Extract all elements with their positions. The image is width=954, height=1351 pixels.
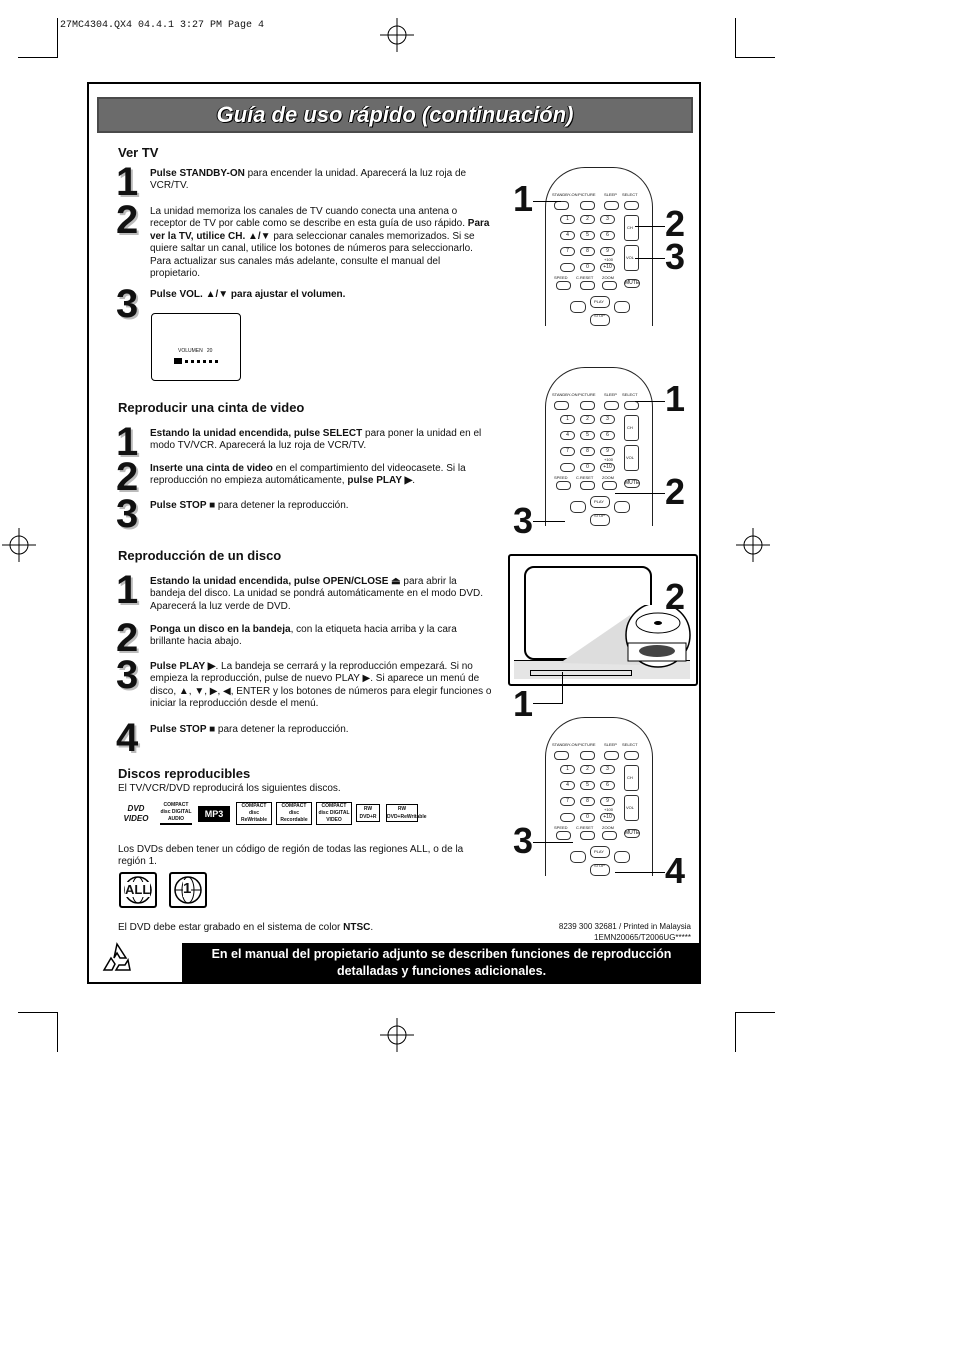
number-key-4[interactable]: 4 bbox=[560, 781, 575, 790]
step-number: 3 bbox=[116, 282, 137, 326]
c-reset-button[interactable] bbox=[580, 481, 595, 490]
vol-label: VOL bbox=[626, 455, 635, 460]
print-header: 27MC4304.QX4 04.4.1 3:27 PM Page 4 bbox=[60, 20, 265, 31]
play-label: PLAY bbox=[594, 499, 604, 504]
callout-number: 3 bbox=[513, 500, 534, 541]
number-key-0[interactable]: 0 bbox=[580, 813, 595, 822]
volume-label: VOLUMEN 20 bbox=[178, 348, 213, 354]
speed-button[interactable] bbox=[556, 281, 571, 290]
heading-ver-tv: Ver TV bbox=[118, 145, 159, 160]
print-code-2: 1EMN20065/T2006UG***** bbox=[594, 933, 691, 942]
callout-leader bbox=[615, 493, 665, 494]
footer-text: En el manual del propietario adjunto se describen funciones de reproducción detalladas y funciones adicionales. bbox=[211, 947, 672, 978]
zoom-button[interactable] bbox=[602, 831, 617, 840]
callout-leader bbox=[562, 672, 563, 704]
callout-number: 4 bbox=[665, 850, 686, 891]
ntsc-text: El DVD debe estar grabado en el sistema de color NTSC. bbox=[118, 922, 374, 933]
zoom-label: ZOOM bbox=[602, 825, 614, 830]
callout-number: 3 bbox=[513, 820, 534, 861]
callout-leader bbox=[533, 703, 563, 704]
number-key-7[interactable]: 7 bbox=[560, 247, 575, 256]
step-number: 3 bbox=[116, 492, 137, 536]
number-key-1[interactable]: 1 bbox=[560, 415, 575, 424]
step-number: 1 bbox=[116, 160, 137, 204]
picture-label: PICTURE bbox=[578, 392, 596, 397]
select-label: SELECT bbox=[622, 742, 638, 747]
logo-mp3: MP3 bbox=[198, 806, 230, 822]
remote-control-3 bbox=[545, 717, 653, 876]
sleep-button[interactable] bbox=[604, 751, 619, 760]
standby-label: STANDBY-ON bbox=[552, 392, 578, 397]
zoom-button[interactable] bbox=[602, 281, 617, 290]
recycle-icon bbox=[98, 940, 136, 978]
sleep-button[interactable] bbox=[604, 201, 619, 210]
region-all-icon bbox=[119, 872, 157, 908]
callout-number: 1 bbox=[513, 178, 534, 219]
callout-leader bbox=[635, 401, 665, 402]
crop-mark bbox=[735, 1012, 736, 1052]
zoom-button[interactable] bbox=[602, 481, 617, 490]
callout-leader bbox=[533, 201, 561, 202]
registration-mark-top bbox=[380, 18, 414, 52]
crop-mark bbox=[735, 18, 736, 58]
number-key-5[interactable]: 5 bbox=[580, 231, 595, 240]
c-reset-button[interactable] bbox=[580, 281, 595, 290]
c-reset-button[interactable] bbox=[580, 831, 595, 840]
picture-button[interactable] bbox=[580, 201, 595, 210]
plus10-key[interactable]: +10 bbox=[600, 813, 615, 822]
number-key-2[interactable]: 2 bbox=[580, 215, 595, 224]
cinta-step2: Inserte una cinta de video en el compartimiento del videocasete. Si la reproducción no empieza automáticamente, pulse PLAY ▶. bbox=[150, 463, 466, 487]
crop-mark bbox=[57, 18, 58, 58]
heading-cinta: Reproducir una cinta de video bbox=[118, 400, 305, 415]
c-reset-label: C.RESET bbox=[576, 475, 594, 480]
region-all-label: ALL bbox=[125, 882, 151, 897]
number-key-0[interactable]: 0 bbox=[580, 263, 595, 272]
logo-cd-r: COMPACT disc Recordable bbox=[276, 802, 312, 825]
callout-number: 3 bbox=[665, 236, 686, 277]
select-label: SELECT bbox=[622, 392, 638, 397]
registration-mark-bottom bbox=[380, 1018, 414, 1052]
vol-label: VOL bbox=[626, 255, 635, 260]
plus100-label: +100 bbox=[604, 807, 614, 812]
sleep-label: SLEEP bbox=[604, 742, 617, 747]
stop-label: STOP bbox=[594, 313, 605, 318]
play-label: PLAY bbox=[594, 299, 604, 304]
plus100-label: +100 bbox=[604, 257, 614, 262]
number-key-9[interactable]: 9 bbox=[600, 447, 615, 456]
stop-label: STOP bbox=[594, 863, 605, 868]
crop-mark bbox=[57, 1012, 58, 1052]
number-key-2[interactable]: 2 bbox=[580, 765, 595, 774]
number-key-8[interactable]: 8 bbox=[580, 797, 595, 806]
callout-leader bbox=[615, 872, 665, 873]
sleep-label: SLEEP bbox=[604, 192, 617, 197]
step-number: 2 bbox=[116, 455, 137, 499]
select-button[interactable] bbox=[624, 401, 639, 410]
pause-key[interactable] bbox=[560, 463, 575, 472]
footer-banner bbox=[182, 943, 701, 984]
picture-button[interactable] bbox=[580, 751, 595, 760]
disco-step3: Pulse PLAY ▶. La bandeja se cerrará y la reproducción empezará. Si no empieza la reproducción, pulse de nuevo PLAY ▶. Si aparece un menú de disco, ▲, ▼, ▶, ◀, ENTER y los botones de números para elegir funciones o iniciar la reproducción desde el menú. bbox=[150, 661, 492, 710]
number-key-9[interactable]: 9 bbox=[600, 247, 615, 256]
number-key-5[interactable]: 5 bbox=[580, 781, 595, 790]
disc-logos bbox=[118, 802, 427, 830]
number-key-4[interactable]: 4 bbox=[560, 231, 575, 240]
crop-mark bbox=[18, 1012, 58, 1013]
picture-label: PICTURE bbox=[578, 742, 596, 747]
select-button[interactable] bbox=[624, 751, 639, 760]
registration-mark-left bbox=[2, 528, 36, 562]
heading-discos: Discos reproducibles bbox=[118, 766, 251, 781]
ch-label: CH bbox=[627, 775, 633, 780]
crop-mark bbox=[18, 57, 58, 58]
vol-label: VOL bbox=[626, 805, 635, 810]
number-key-7[interactable]: 7 bbox=[560, 447, 575, 456]
logo-dvd-video: DVD VIDEO bbox=[123, 804, 149, 823]
callout-number: 1 bbox=[665, 378, 686, 419]
disco-step2: Ponga un disco en la bandeja, con la etiqueta hacia arriba y la cara brillante hacia abajo. bbox=[150, 624, 457, 648]
disco-step4: Pulse STOP ■ para detener la reproducción. bbox=[150, 724, 349, 735]
ver-tv-step3: Pulse VOL. ▲/▼ para ajustar el volumen. bbox=[150, 289, 346, 300]
number-key-1[interactable]: 1 bbox=[560, 215, 575, 224]
volume-screen bbox=[151, 313, 241, 381]
rewind-button[interactable] bbox=[570, 501, 586, 513]
stop-label: STOP bbox=[594, 513, 605, 518]
select-label: SELECT bbox=[622, 192, 638, 197]
volume-bar-fill bbox=[174, 358, 182, 364]
select-button[interactable] bbox=[624, 201, 639, 210]
callout-leader bbox=[635, 258, 665, 259]
region-1-icon bbox=[169, 872, 207, 908]
callout-leader bbox=[635, 226, 665, 227]
mute-button[interactable]: MUTE bbox=[625, 830, 640, 836]
plus10-key[interactable]: +10 bbox=[600, 463, 615, 472]
standby-button[interactable] bbox=[554, 401, 569, 410]
fast-forward-button[interactable] bbox=[614, 851, 630, 863]
sleep-button[interactable] bbox=[604, 401, 619, 410]
plus100-label: +100 bbox=[604, 457, 614, 462]
ver-tv-step1: Pulse STANDBY-ON para encender la unidad. Aparecerá la luz roja de VCR/TV. bbox=[150, 168, 467, 192]
number-key-0[interactable]: 0 bbox=[580, 463, 595, 472]
standby-label: STANDBY-ON bbox=[552, 742, 578, 747]
logo-dvd-rw: RW DVD+ReWritable bbox=[387, 806, 427, 820]
ch-label: CH bbox=[627, 425, 633, 430]
number-key-3[interactable]: 3 bbox=[600, 415, 615, 424]
region-1-label: 1 bbox=[183, 880, 192, 897]
step-number: 1 bbox=[116, 420, 137, 464]
logo-cd-audio: COMPACT disc DIGITAL AUDIO bbox=[160, 802, 192, 825]
rewind-button[interactable] bbox=[570, 851, 586, 863]
number-key-2[interactable]: 2 bbox=[580, 415, 595, 424]
number-key-6[interactable]: 6 bbox=[600, 781, 615, 790]
callout-leader bbox=[533, 842, 573, 843]
standby-button[interactable] bbox=[554, 751, 569, 760]
step-number: 2 bbox=[116, 616, 137, 660]
step-number: 4 bbox=[116, 716, 137, 760]
logo-cd-rw: COMPACT disc ReWritable bbox=[236, 802, 272, 825]
plus10-key[interactable]: +10 bbox=[600, 263, 615, 272]
mute-button[interactable]: MUTE bbox=[625, 280, 640, 286]
number-key-8[interactable]: 8 bbox=[580, 247, 595, 256]
number-key-7[interactable]: 7 bbox=[560, 797, 575, 806]
picture-button[interactable] bbox=[580, 401, 595, 410]
step-number: 2 bbox=[116, 198, 137, 242]
callout-number: 2 bbox=[665, 203, 686, 244]
remote-control-1 bbox=[545, 167, 653, 326]
disco-step1: Estando la unidad encendida, pulse OPEN/CLOSE ⏏ para abrir la bandeja del disco. La unidad se pondrá automáticamente en el modo DVD. Aparecerá la luz verde de DVD. bbox=[150, 576, 483, 612]
pause-key[interactable] bbox=[560, 813, 575, 822]
discos-intro: El TV/VCR/DVD reproducirá los siguientes discos. bbox=[118, 783, 341, 794]
speed-button[interactable] bbox=[556, 831, 571, 840]
fast-forward-button[interactable] bbox=[614, 501, 630, 513]
pause-key[interactable] bbox=[560, 263, 575, 272]
speed-label: SPEED bbox=[554, 275, 568, 280]
step-number: 1 bbox=[116, 568, 137, 612]
number-key-1[interactable]: 1 bbox=[560, 765, 575, 774]
ch-label: CH bbox=[627, 225, 633, 230]
mute-button[interactable]: MUTE bbox=[625, 480, 640, 486]
speed-label: SPEED bbox=[554, 825, 568, 830]
number-key-6[interactable]: 6 bbox=[600, 231, 615, 240]
number-key-5[interactable]: 5 bbox=[580, 431, 595, 440]
picture-label: PICTURE bbox=[578, 192, 596, 197]
callout-leader bbox=[533, 521, 565, 522]
callout-number: 1 bbox=[513, 683, 534, 724]
page-title: Guía de uso rápido (continuación) bbox=[216, 102, 574, 127]
ver-tv-step2: La unidad memoriza los canales de TV cuando conecta una antena o receptor de TV por cable como se describe en esta guía de uso rápido. Para ver la TV, utilice CH. ▲/▼ para seleccionar canales memorizados. Si se quiere saltar un canal, utilice los botones de números para seleccionarlo. Para actualizar sus canales más adelante, consulte el manual del propietario. bbox=[150, 206, 490, 280]
zoom-label: ZOOM bbox=[602, 275, 614, 280]
crop-mark bbox=[735, 1012, 775, 1013]
cinta-step3: Pulse STOP ■ para detener la reproducción. bbox=[150, 500, 349, 511]
number-key-8[interactable]: 8 bbox=[580, 447, 595, 456]
number-key-4[interactable]: 4 bbox=[560, 431, 575, 440]
remote-control-2 bbox=[545, 367, 653, 526]
cinta-step1: Estando la unidad encendida, pulse SELECT para poner la unidad en el modo TV/VCR. Aparecerá la luz roja de VCR/TV. bbox=[150, 428, 482, 452]
standby-label: STANDBY-ON bbox=[552, 192, 578, 197]
standby-button[interactable] bbox=[554, 201, 569, 210]
callout-number: 2 bbox=[665, 576, 686, 617]
heading-disco: Reproducción de un disco bbox=[118, 548, 282, 563]
title-bar bbox=[97, 97, 693, 133]
registration-mark-right bbox=[736, 528, 770, 562]
fast-forward-button[interactable] bbox=[614, 301, 630, 313]
number-key-9[interactable]: 9 bbox=[600, 797, 615, 806]
zoom-label: ZOOM bbox=[602, 475, 614, 480]
number-key-3[interactable]: 3 bbox=[600, 215, 615, 224]
sleep-label: SLEEP bbox=[604, 392, 617, 397]
rewind-button[interactable] bbox=[570, 301, 586, 313]
play-label: PLAY bbox=[594, 849, 604, 854]
number-key-6[interactable]: 6 bbox=[600, 431, 615, 440]
number-key-3[interactable]: 3 bbox=[600, 765, 615, 774]
logo-video-cd: COMPACT disc DIGITAL VIDEO bbox=[316, 802, 352, 825]
logo-dvd-r: RW DVD+R bbox=[356, 804, 380, 822]
crop-mark bbox=[735, 57, 775, 58]
print-code-1: 8239 300 32681 / Printed in Malaysia bbox=[558, 922, 691, 931]
speed-label: SPEED bbox=[554, 475, 568, 480]
c-reset-label: C.RESET bbox=[576, 825, 594, 830]
c-reset-label: C.RESET bbox=[576, 275, 594, 280]
speed-button[interactable] bbox=[556, 481, 571, 490]
step-number: 3 bbox=[116, 653, 137, 697]
region-text: Los DVDs deben tener un código de región de todas las regiones ALL, o de la región 1. bbox=[118, 844, 464, 868]
callout-number: 2 bbox=[665, 471, 686, 512]
